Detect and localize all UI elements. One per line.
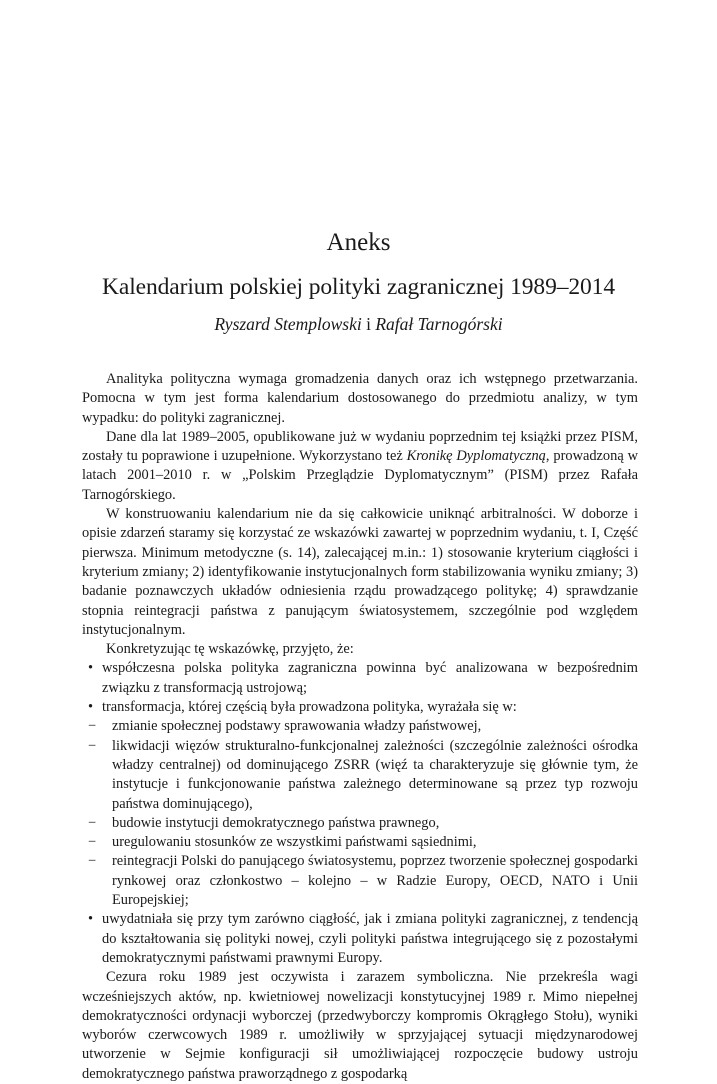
author-name: Ryszard Stemplowski — [214, 314, 362, 334]
bullet-text: współczesna polska polityka zagraniczna powinna być analizowana w bezpośrednim związku z transformacją ustrojową; — [102, 660, 638, 696]
bullet-mark: • — [88, 911, 94, 928]
dash-mark: − — [88, 814, 97, 831]
dash-text: budowie instytucji demokratycznego państwa prawnego, — [112, 814, 440, 831]
dash-item — [82, 717, 638, 736]
bullet-mark: • — [88, 699, 94, 716]
dash-text: zmianie społecznej podstawy sprawowania władzy państwowej, — [112, 718, 482, 735]
author-name: Rafał Tarnogórski — [375, 314, 503, 334]
dash-mark: − — [88, 737, 97, 754]
dash-mark: − — [88, 853, 97, 870]
paragraph: W konstruowaniu kalendarium nie da się całkowicie uniknąć arbitralności. W doborze i opisie zdarzeń staramy się korzystać ze wskazówki zawartej w poprzednim wydaniu, t. I, Część pierwsza. Minimum metodyczne (s. 14), zalecającej m.in.: 1) stosowanie kryterium ciągłości i kryterium zmiany; 2) identyfikowanie instytucjonalnych form stabilizowania wyniku zmiany; 3) badanie poznawczych układów odniesienia rządu prowadzącego politykę; 4) sprawdzanie stopnia reintegracji państwa z panującym światosystemem, szczególnie pod względem instytucjonalnym. — [82, 506, 638, 638]
paragraph: Cezura roku 1989 jest oczywista i zarazem symboliczna. Nie przekreśla wagi wcześniejszych aktów, np. kwietniowej nowelizacji konstytucyjnej 1989 r. Mimo niepełnej demokratyczności ordynacji wyborczej (przedwyborczy kompromis Okrągłego Stołu), wyniki wyborów czerwcowych 1989 r. umożliwiły w sprzyjającej sytuacji międzynarodowej utworzenie w Sejmie konfiguracji sił umożliwiającej rozpoczęcie budowy ustroju demokratycznego państwa praworządnego z gospodarką — [82, 969, 638, 1082]
dash-mark: − — [88, 834, 97, 851]
dash-list — [82, 717, 638, 910]
dash-item — [82, 833, 638, 852]
bullet-list — [82, 659, 638, 717]
paragraph: Konkretyzując tę wskazówkę, przyjęto, że: — [106, 641, 354, 658]
bullet-item — [82, 910, 638, 968]
page-title: Aneks — [326, 229, 391, 256]
dash-text: likwidacji więzów strukturalno-funkcjonalnej zależności (szczególnie zależności ośrodka władzy centralnej) od dominującego ZSRR (więź ta charakteryzuje się głównie tym, że instytucje i funkcjonowanie państwa zależnego determinowane są przez typ rozwoju państwa dominującego), — [112, 737, 638, 812]
bullet-list — [82, 910, 638, 968]
paragraph: Analityka polityczna wymaga gromadzenia danych oraz ich wstępnego przetwarzania. Pomocna w tym jest forma kalendarium dostosowanego do przedmiotu analizy, w tym wypadku: do polityki zagranicznej. — [82, 371, 638, 426]
paragraph-text: , prowadzoną w latach 2001–2010 r. w „Polskim Przeglądzie Dyplomatycznym” (PISM) przez Rafała Tarnogórskiego. — [82, 448, 638, 503]
bullet-mark: • — [88, 660, 94, 677]
bullet-item — [82, 659, 638, 698]
authors-line — [0, 313, 717, 335]
paragraph — [82, 428, 638, 505]
chapter-subtitle: Kalendarium polskiej polityki zagranicznej 1989–2014 — [102, 274, 615, 300]
body-text — [82, 370, 638, 1084]
dash-mark: − — [88, 718, 97, 735]
dash-item — [82, 814, 638, 833]
dash-text: uregulowaniu stosunków ze wszystkimi państwami sąsiednimi, — [112, 834, 477, 851]
paragraph-text: Dane dla lat 1989–2005, opublikowane już w wydaniu poprzednim tej książki przez PISM, zostały tu poprawione i uzupełnione. Wykorzystano też — [82, 428, 638, 465]
publication-title: Kronikę Dyplomatyczną — [406, 448, 546, 465]
dash-item — [82, 737, 638, 814]
bullet-text: transformacja, której częścią była prowadzona polityka, wyrażała się w: — [102, 699, 517, 716]
bullet-text: uwydatniała się przy tym zarówno ciągłość, jak i zmiana polityki zagranicznej, z tendencją do kształtowania się polityki nowej, czyli polityki państwa integrującego się z pozostałymi demokratycznymi państwami prawnymi Europy. — [102, 911, 638, 966]
dash-text: reintegracji Polski do panującego światosystemu, poprzez tworzenie społecznej gospodarki rynkowej oraz członkostwo – kolejno – w Radzie Europy, OECD, NATO i Unii Europejskiej; — [112, 853, 638, 909]
author-conjunction: i — [361, 314, 376, 334]
dash-item — [82, 852, 638, 910]
bullet-item — [82, 698, 638, 717]
